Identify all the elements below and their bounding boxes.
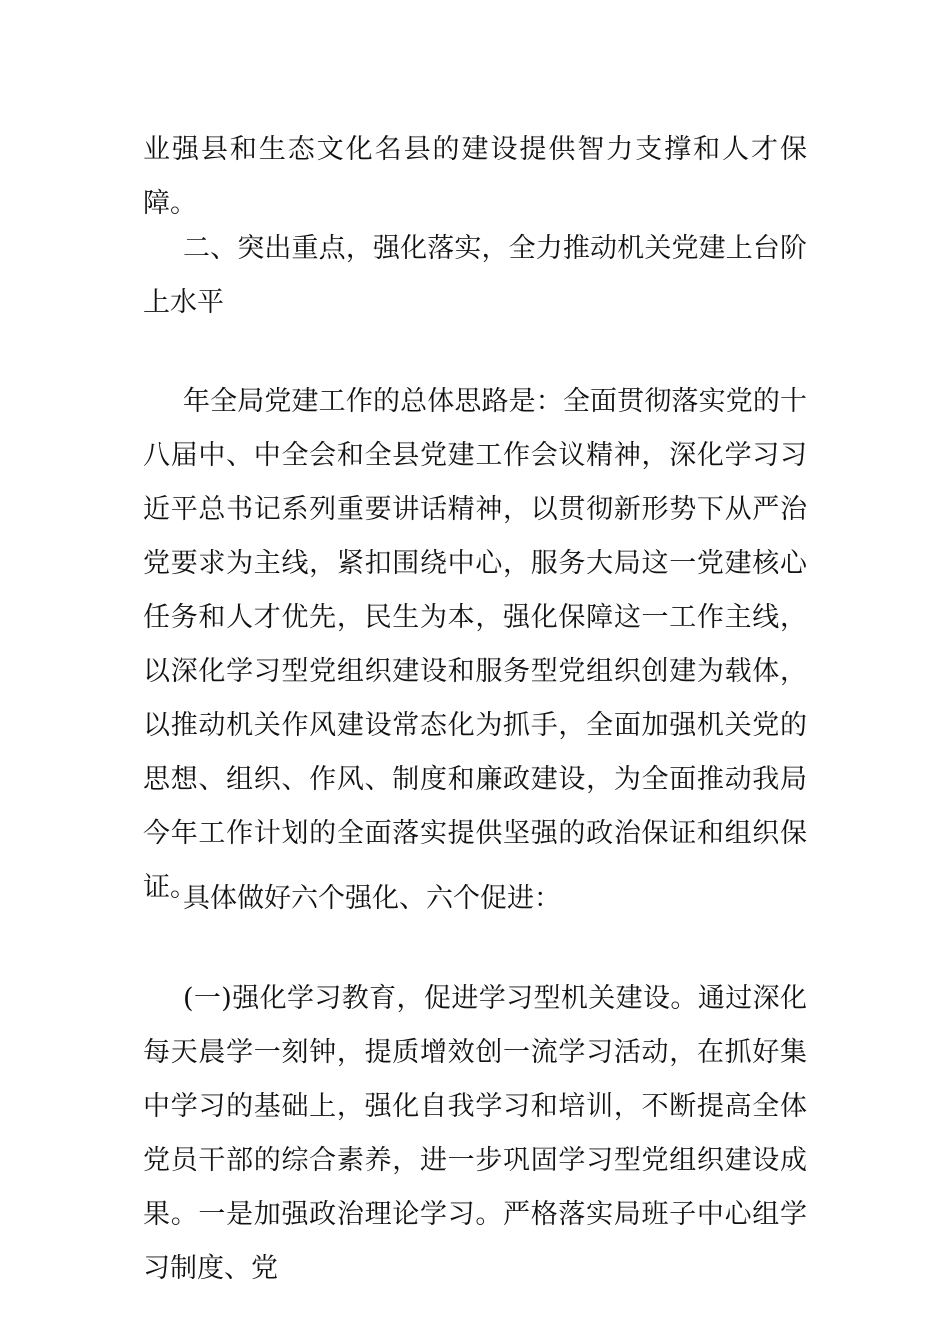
paragraph-overall-approach: 年全局党建工作的总体思路是：全面贯彻落实党的十八届中、中全会和全县党建工作会议精神，深化学习习近平总书记系列重要讲话精神，以贯彻新形势下从严治党要求为主线，紧扣围绕中心，服务大局这一党建核心任务和人才优先，民生为本，强化保障这一工作主线，以深化学习型党组织建设和服务型党组织创建为载体，以推动机关作风建设常态化为抓手，全面加强机关党的思想、组织、作风、制度和廉政建设，为全面推动我局今年工作计划的全面落实提供坚强的政治保证和组织保证。 — [143, 386, 807, 903]
section-heading: 二、突出重点，强化落实，全力推动机关党建上台阶上水平 — [143, 233, 807, 318]
paragraph-item-one: (一)强化学习教育，促进学习型机关建设。通过深化每天晨学一刻钟，提质增效创一流学习活动，在抓好集中学习的基础上，强化自我学习和培训，不断提高全体党员干部的综合素养，进一步巩固学习型党组织建设成果。一是加强政治理论学习。严格落实局班子中心组学习制度、党 — [143, 983, 807, 1284]
paragraph-six-items: 具体做好六个强化、六个促进： — [183, 883, 561, 914]
paragraph-continuation: 业强县和生态文化名县的建设提供智力支撑和人才保障。 — [143, 134, 807, 219]
